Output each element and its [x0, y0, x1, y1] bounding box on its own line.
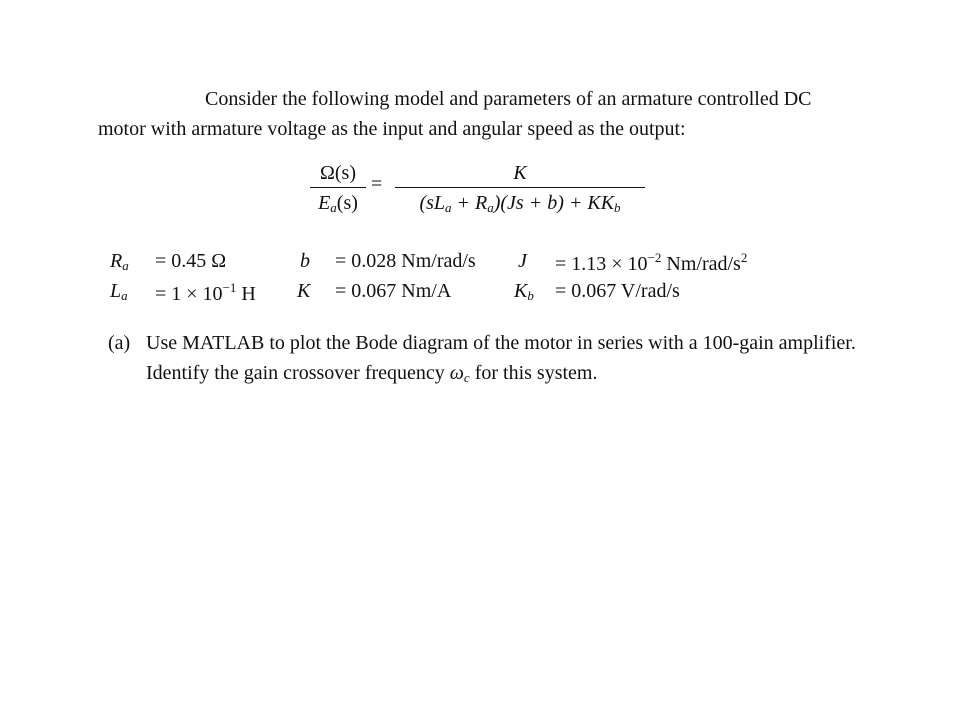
lhs-fraction-bar [310, 187, 366, 188]
rhs-fraction-bar [395, 187, 645, 188]
lhs-denominator: $E_a(s)$ [318, 192, 358, 215]
rhs-denominator: $(sL_a + R_a)(Js + b) + KK_b$ [419, 192, 621, 215]
param-b-symbol: b [300, 250, 310, 272]
param-ra-value: = 0.45 Ω [155, 250, 227, 272]
question-a [108, 328, 908, 393]
param-k-value: = 0.067 Nm/A [335, 280, 452, 302]
param-kb-symbol: $K_b$ [514, 280, 534, 303]
param-la-symbol: $L_a$ [110, 280, 128, 303]
transfer-function-equation [0, 160, 960, 220]
param-j-value: = $1.13 \times 10^{-2}$ $Nm/rad/s^2$ [555, 250, 748, 275]
lhs-fraction [310, 160, 366, 221]
question-line-1: Use MATLAB to plot the Bode diagram of the motor in series with a 100-gain amplifier. [146, 332, 856, 354]
param-ra-symbol: $R_a$ [110, 250, 129, 273]
lhs-numerator: Ω(s) [320, 162, 356, 184]
param-j-symbol: J [518, 250, 527, 272]
intro-line-2: motor with armature voltage as the input and angular speed as the output: [98, 118, 686, 140]
intro-paragraph [98, 84, 898, 144]
intro-line-1: Consider the following model and parameters of an armature controlled DC [205, 88, 812, 110]
question-text [146, 328, 908, 393]
param-la-value: = $1 \times 10^{-1}$ H [155, 280, 256, 305]
param-b-value: = 0.028 Nm/rad/s [335, 250, 476, 272]
question-label: (a) [108, 332, 131, 354]
question-line-2: Identify the gain crossover frequency $\omega_c$ for this system. [146, 362, 598, 385]
param-kb-value: = 0.067 V/rad/s [555, 280, 680, 302]
rhs-fraction [395, 160, 645, 221]
rhs-numerator: K [513, 162, 527, 184]
param-k-symbol: K [297, 280, 311, 302]
parameter-row [0, 250, 960, 280]
parameter-row [0, 280, 960, 310]
equals-sign: = [371, 173, 383, 195]
